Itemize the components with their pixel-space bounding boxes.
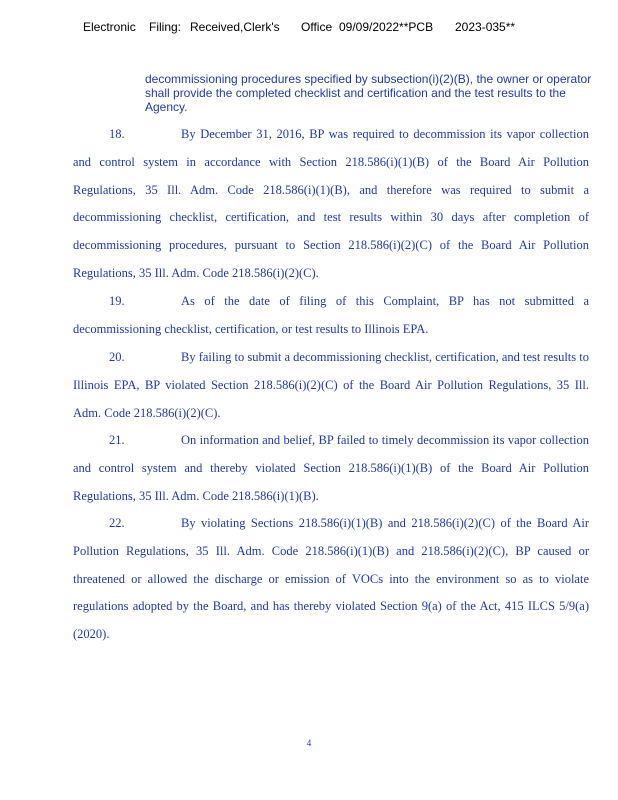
- paragraph-number: 18.: [109, 127, 125, 141]
- header-case-number: 2023-035**: [455, 20, 516, 34]
- paragraph-text: As of the date of filing of this Complaint, BP has not submitted a decommissioning checklist, certification, or test results to Illinois EPA.: [73, 294, 589, 336]
- header-electronic: Electronic: [83, 20, 136, 34]
- paragraph-text: By violating Sections 218.586(i)(1)(B) and 218.586(i)(2)(C) of the Board Air Pollution Regulations, 35 Ill. Adm. Code 218.586(i)(1)(B) and 218.586(i)(2)(C), BP caused or threatened or allowed the discharge or emission of VOCs into the environment so as to violate regulations adopted by the Board, and has thereby violated Section 9(a) of the Act, 415 ILCS 5/9(a) (2020).: [73, 516, 589, 642]
- paragraph-21: [73, 427, 589, 510]
- paragraph-22: [73, 510, 589, 649]
- page-number: 4: [306, 738, 312, 748]
- header-date: 09/09/2022**PCB: [339, 20, 434, 34]
- paragraph-number: 20.: [109, 350, 125, 364]
- paragraph-20: [73, 344, 589, 427]
- paragraph-18: [73, 121, 589, 288]
- quoted-regulation-text: decommissioning procedures specified by subsection(i)(2)(B), the owner or operator shall provide the completed checklist and certification and the test results to the Agency.: [145, 72, 592, 114]
- paragraph-text: On information and belief, BP failed to timely decommission its vapor collection and control system and thereby violated Section 218.586(i)(1)(B) of the Board Air Pollution Regulations, 35 Ill. Adm. Code 218.586(i)(1)(B).: [73, 433, 589, 503]
- paragraph-19: [73, 288, 589, 344]
- paragraph-text: By December 31, 2016, BP was required to decommission its vapor collection and control system in accordance with Section 218.586(i)(1)(B) of the Board Air Pollution Regulations, 35 Ill. Adm. Code 218.586(i)(1)(B), and therefore was required to submit a decommissioning checklist, certification, and test results within 30 days after completion of decommissioning procedures, pursuant to Section 218.586(i)(2)(C) of the Board Air Pollution Regulations, 35 Ill. Adm. Code 218.586(i)(2)(C).: [73, 127, 589, 280]
- paragraph-number: 19.: [109, 294, 125, 308]
- filing-stamp-header: [83, 20, 578, 36]
- paragraph-number: 21.: [109, 433, 125, 447]
- header-filing: Filing:: [149, 20, 182, 34]
- header-office: Office: [301, 20, 333, 34]
- paragraph-number: 22.: [109, 516, 125, 530]
- header-received: Received,Clerk's: [190, 20, 280, 34]
- paragraph-text: By failing to submit a decommissioning checklist, certification, and test results to Illinois EPA, BP violated Section 218.586(i)(2)(C) of the Board Air Pollution Regulations, 35 Ill. Adm. Code 218.586(i)(2)(C).: [73, 350, 589, 420]
